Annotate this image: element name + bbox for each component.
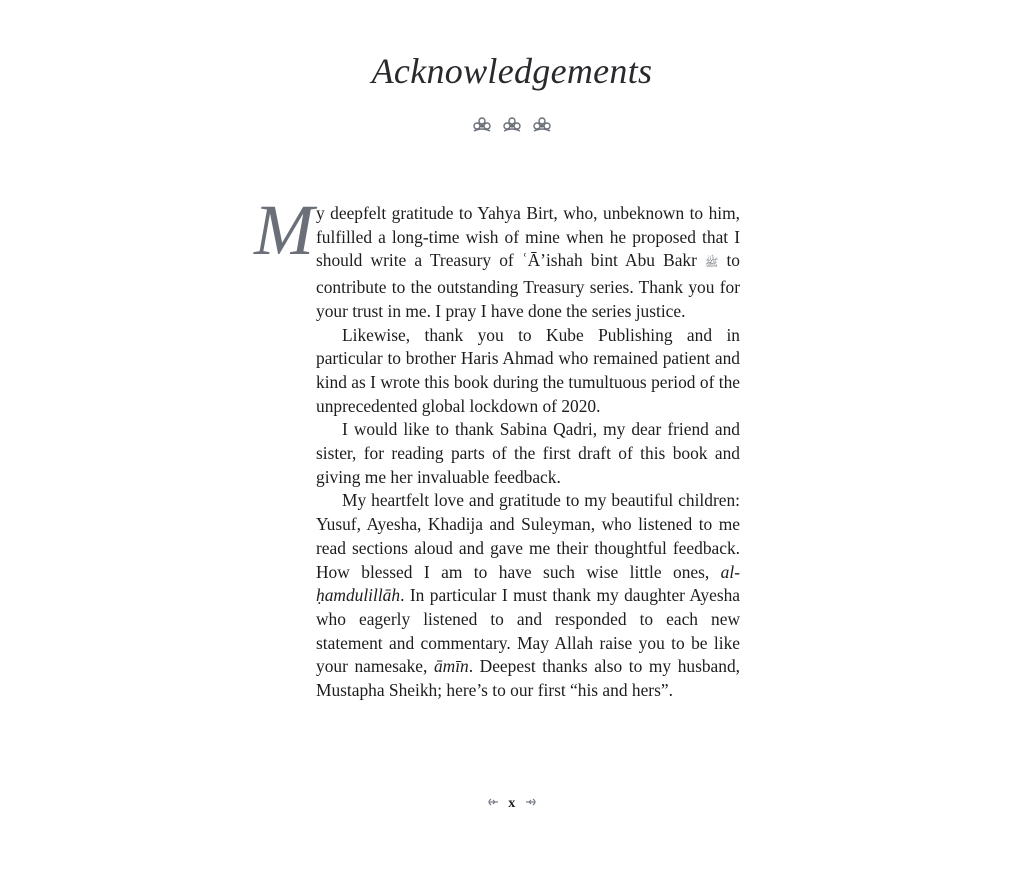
text-segment: y deepfelt gratitude to Yahya Birt, who, unbeknown to him, fulfilled a long-time wish of mine when he proposed that I should write a Treasury of ʿĀ’ishah bint Abu Bakr (316, 203, 740, 271)
paragraph (316, 324, 740, 419)
text-segment: I would like to thank Sabina Qadri, my dear friend and sister, for reading parts of the first draft of this book and giving me her invaluable feedback. (316, 419, 740, 487)
paragraph (316, 202, 740, 324)
text-segment: Likewise, thank you to Kube Publishing and in particular to brother Haris Ahmad who remained patient and kind as I wrote this book during the tumultuous period of the unprecedented global lockdown of 2020. (316, 324, 740, 416)
body-text (316, 202, 740, 703)
paragraph (316, 489, 740, 702)
italic-term: al-ḥamdulillāh (316, 561, 740, 606)
drop-cap: M (254, 190, 314, 270)
floral-ornament-icon (469, 116, 499, 133)
italic-term: āmīn (433, 656, 469, 677)
page-number (0, 796, 1024, 812)
floral-ornament-icon (499, 116, 529, 133)
folio-number: x (508, 796, 516, 811)
right-flourish-icon (525, 796, 539, 810)
text-segment: My heartfelt love and gratitude to my beautiful children: Yusuf, Ayesha, Khadija and Suleyman, who listened to me read sections aloud and gave me their thoughtful feedback. How blessed I am to have such wise little ones, (316, 490, 740, 582)
floral-ornament-icon (529, 116, 555, 133)
page-title: Acknowledgements (371, 51, 653, 91)
left-flourish-icon (485, 796, 502, 810)
title-ornaments (0, 116, 1024, 136)
text-segment: . In particular I must thank my daughter Ayesha who eagerly listened to and responded to each new statement and commentary. May Allah raise you to be like your namesake, (316, 585, 740, 677)
paragraph (316, 418, 740, 489)
honorific-glyph: ﷺ (705, 257, 719, 270)
text-segment: . Deepest thanks also to my husband, Mustapha Sheikh; here’s to our first “his and hers”. (316, 656, 741, 701)
text-segment: to contribute to the outstanding Treasury series. Thank you for your trust in me. I pray I have done the series justice. (316, 250, 740, 321)
